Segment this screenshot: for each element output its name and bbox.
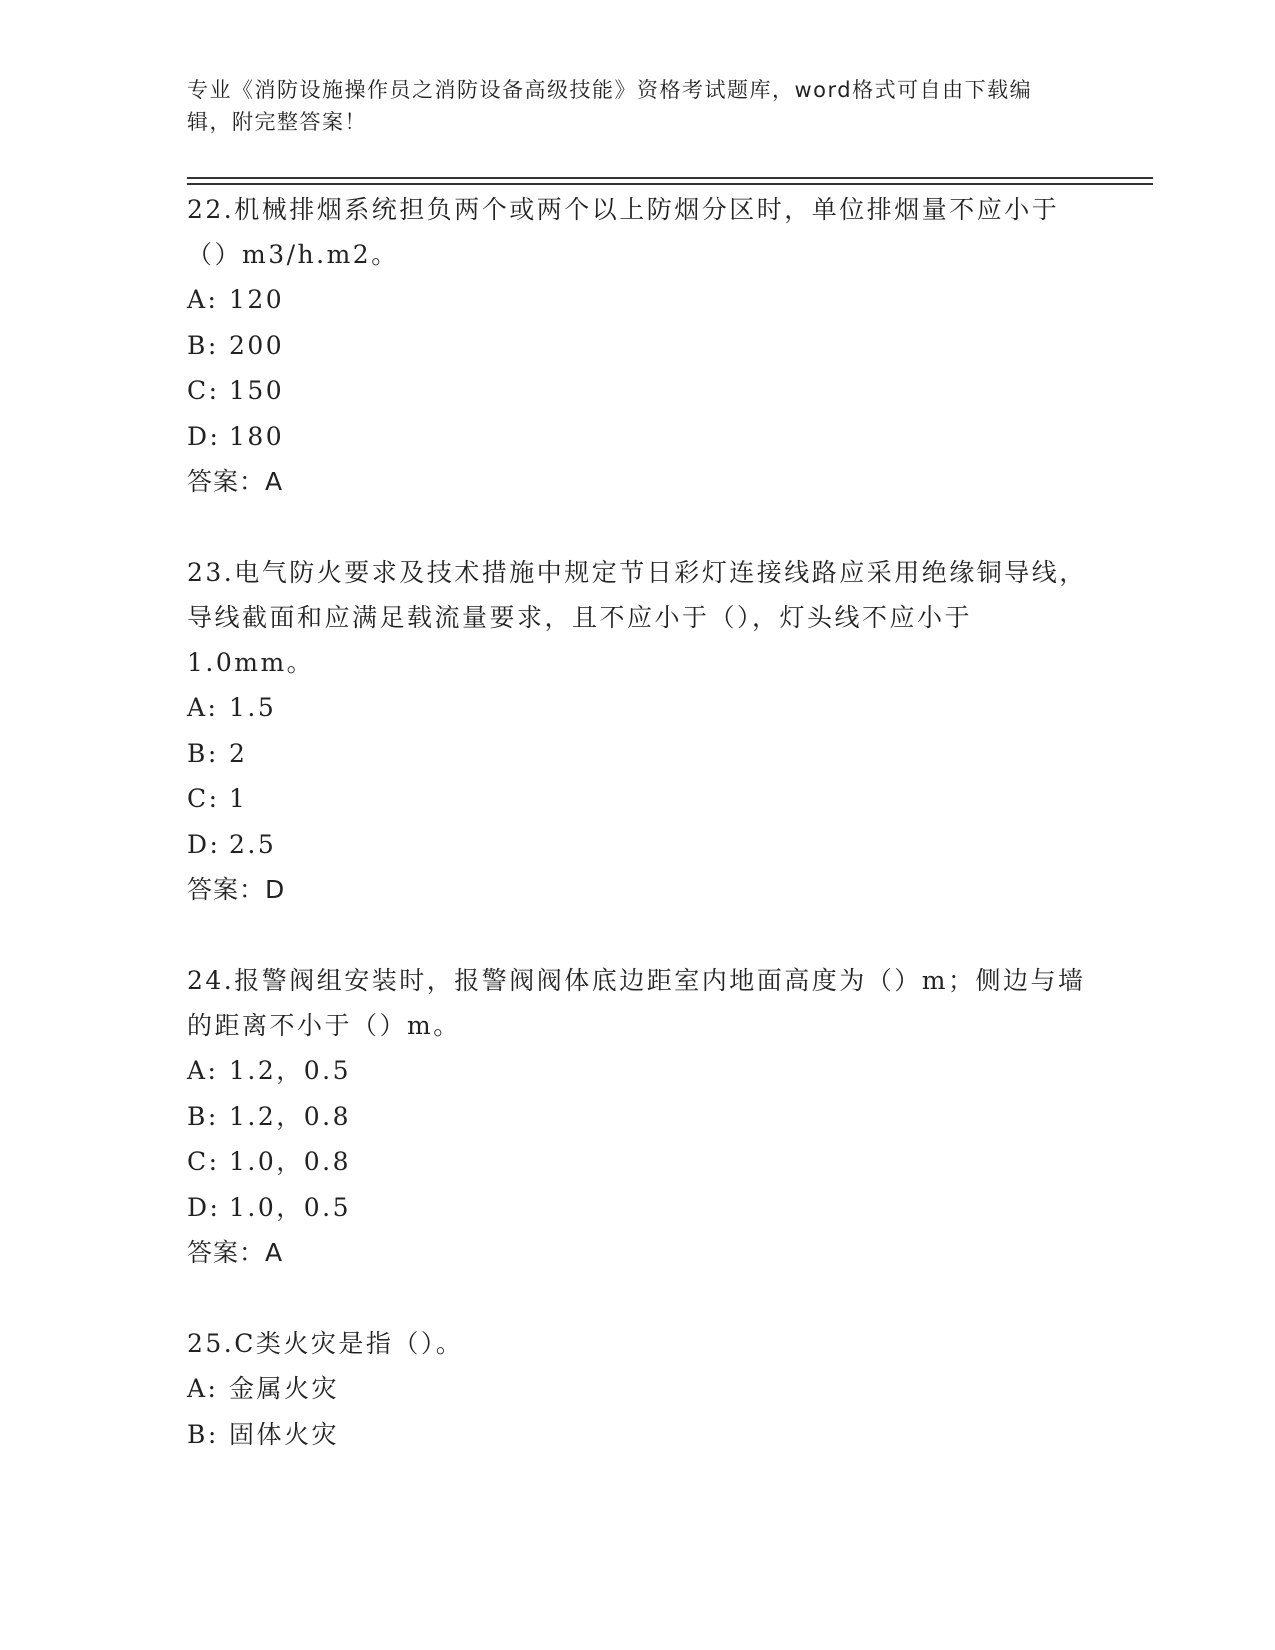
option-c	[187, 1139, 1087, 1185]
option-c	[187, 368, 1087, 414]
option-a	[187, 1048, 1087, 1094]
answer: 答案：D	[187, 875, 286, 904]
option-value: 2	[229, 738, 248, 768]
option-b	[187, 1094, 1087, 1140]
option-a	[187, 685, 1087, 731]
option-a	[187, 277, 1087, 323]
option-letter: A:	[187, 285, 219, 314]
option-value: 150	[229, 376, 285, 405]
option-value: 1	[229, 784, 248, 813]
option-d	[187, 414, 1087, 460]
option-letter: A:	[187, 1056, 219, 1085]
option-value: 金属火灾	[229, 1374, 340, 1403]
question-text: 22.机械排烟系统担负两个或两个以上防烟分区时，单位排烟量不应小于（）m3/h.m2。	[187, 195, 1060, 269]
option-letter: D:	[187, 1192, 221, 1222]
option-d	[187, 1185, 1087, 1231]
question-text: 24.报警阀组安装时，报警阀阀体底边距室内地面高度为（）m；侧边与墙的距离不小于（）m。	[187, 966, 1086, 1040]
option-letter: D:	[187, 421, 221, 451]
option-value: 2.5	[229, 829, 277, 859]
option-value: 1.5	[229, 693, 277, 722]
header-divider-top	[187, 177, 1153, 179]
option-value: 固体火灾	[229, 1419, 340, 1449]
option-letter: B:	[187, 738, 219, 768]
option-letter: B:	[187, 1419, 219, 1449]
option-value: 1.0，0.8	[229, 1147, 352, 1176]
answer: 答案：A	[187, 467, 284, 496]
option-value: 120	[229, 285, 285, 314]
option-c	[187, 776, 1087, 822]
option-value: 1.0，0.5	[229, 1192, 352, 1222]
question-list	[187, 187, 1087, 1457]
option-letter: C:	[187, 1147, 220, 1176]
option-d	[187, 822, 1087, 868]
document-header: 专业《消防设施操作员之消防设备高级技能》资格考试题库，word格式可自由下载编辑，附完整答案！	[187, 78, 1033, 134]
option-b	[187, 1412, 1087, 1458]
question-text: 23.电气防火要求及技术措施中规定节日彩灯连接线路应采用绝缘铜导线，导线截面和应满足载流量要求，且不应小于（），灯头线不应小于1.0mm。	[187, 558, 1087, 677]
question-25	[187, 1321, 1087, 1457]
header-divider-bottom	[187, 183, 1153, 185]
option-letter: A:	[187, 1374, 219, 1403]
option-letter: D:	[187, 829, 221, 859]
option-value: 1.2，0.8	[229, 1101, 352, 1131]
option-value: 200	[229, 330, 285, 360]
option-b	[187, 323, 1087, 369]
option-letter: C:	[187, 376, 220, 405]
option-a	[187, 1366, 1087, 1412]
question-text: 25.C类火灾是指（）。	[187, 1329, 464, 1358]
question-22	[187, 187, 1087, 504]
question-23	[187, 550, 1087, 912]
option-value: 180	[229, 421, 285, 451]
option-value: 1.2，0.5	[229, 1056, 352, 1085]
option-letter: B:	[187, 330, 219, 360]
option-b	[187, 731, 1087, 777]
question-24	[187, 958, 1087, 1275]
option-letter: B:	[187, 1101, 219, 1131]
option-letter: C:	[187, 784, 220, 813]
option-letter: A:	[187, 693, 219, 722]
answer: 答案：A	[187, 1238, 284, 1267]
